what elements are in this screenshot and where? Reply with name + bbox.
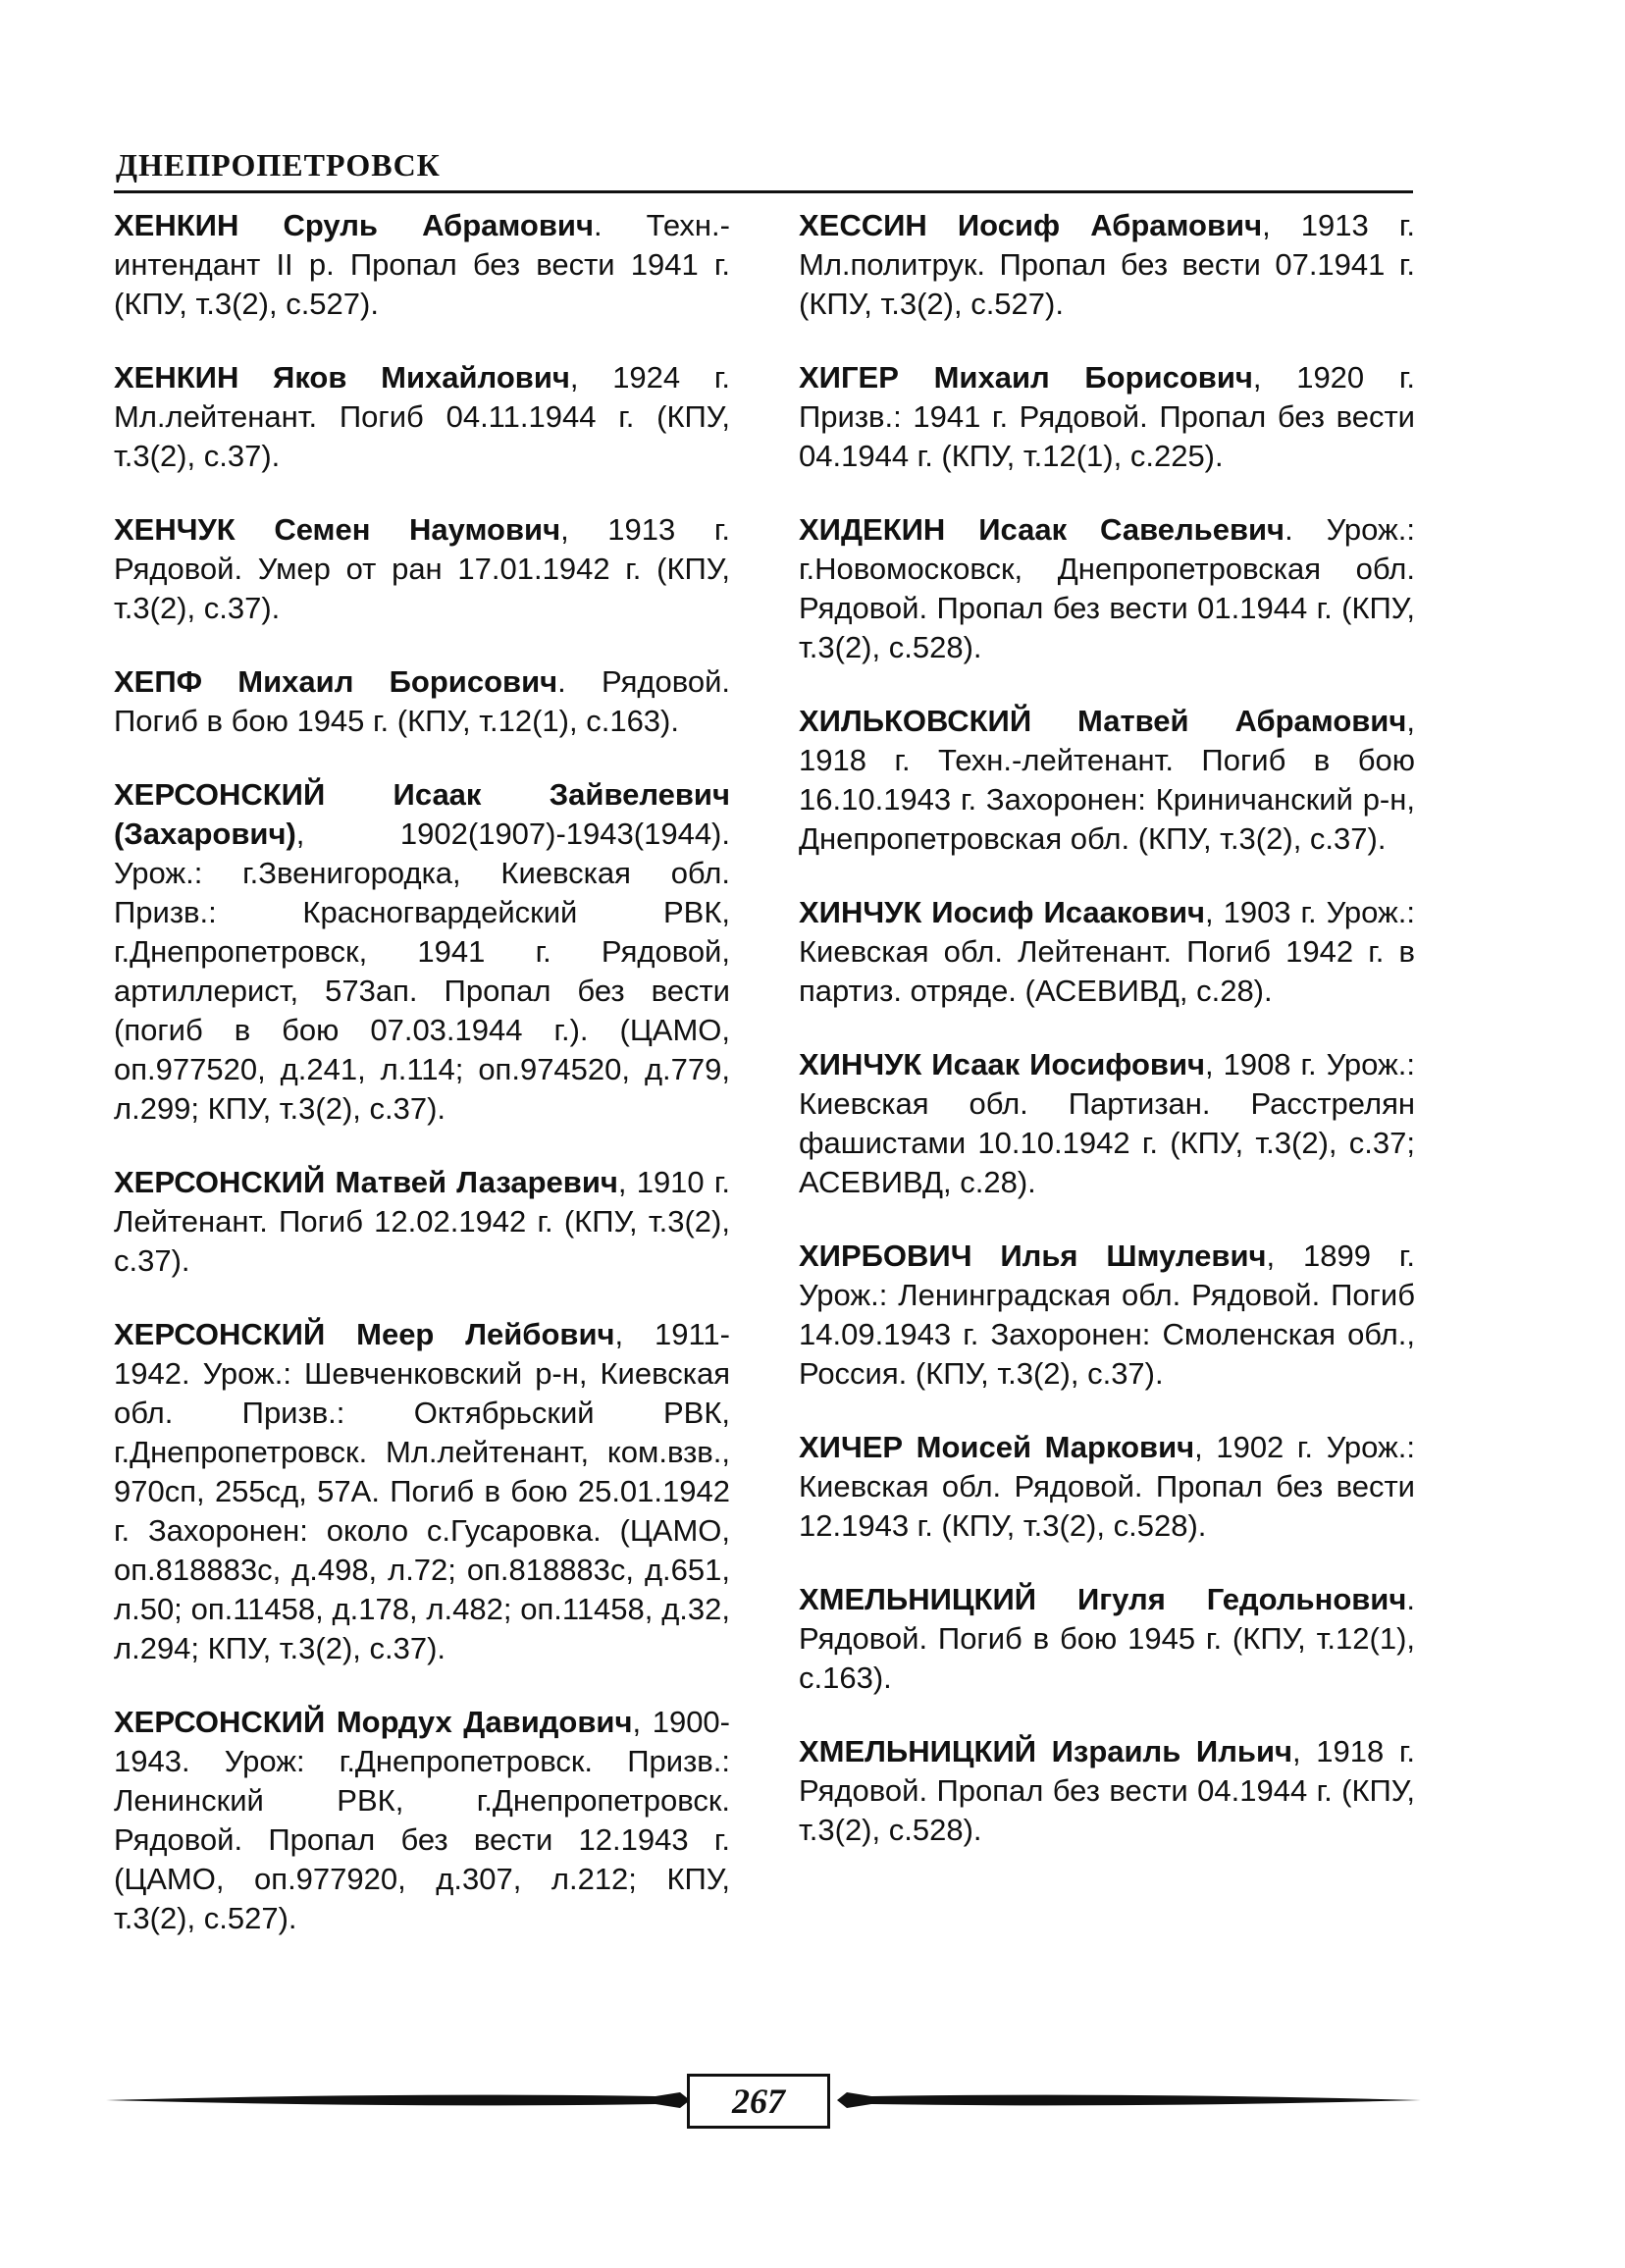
left-column	[114, 206, 730, 1973]
entry-text: , 1918 г. Техн.-лейтенант. Погиб в бою 16.10.1943 г. Захоронен: Криничанский р-н, Днепропетровская обл. (КПУ, т.3(2), с.37).	[799, 704, 1415, 856]
entry-name: ХЕНКИН Яков Михайлович	[114, 360, 570, 395]
entry-name: ХЕРСОНСКИЙ Матвей Лазаревич	[114, 1165, 618, 1199]
entry-text: , 1900-1943. Урож: г.Днепропетровск. Призв.: Ленинский РВК, г.Днепропетровск. Рядовой. Пропал без вести 12.1943 г. (ЦАМО, оп.977920, д.307, л.212; КПУ, т.3(2), с.527).	[114, 1705, 730, 1935]
entry-name: ХИДЕКИН Исаак Савельевич	[799, 512, 1285, 547]
entry-name: ХИРБОВИЧ Илья Шмулевич	[799, 1239, 1267, 1273]
entry-text: , 1924 г. Мл.лейтенант. Погиб 04.11.1944 г. (КПУ, т.3(2), с.37).	[114, 360, 730, 473]
entry-name: ХИГЕР Михаил Борисович	[799, 360, 1253, 395]
entry-text: , 1910 г. Лейтенант. Погиб 12.02.1942 г. (КПУ, т.3(2), с.37).	[114, 1165, 730, 1278]
entry-name: ХМЕЛЬНИЦКИЙ Израиль Ильич	[799, 1734, 1293, 1768]
entry	[114, 1315, 730, 1668]
entry-text: , 1908 г. Урож.: Киевская обл. Партизан. Расстрелян фашистами 10.10.1942 г. (КПУ, т.3(2), с.37; АСЕВИВД, с.28).	[799, 1047, 1415, 1199]
entry	[799, 206, 1415, 324]
entry-name: ХЕРСОНСКИЙ Исаак Зайвелевич (Захарович)	[114, 777, 730, 851]
entry	[114, 510, 730, 628]
entry	[114, 206, 730, 324]
entry-name: ХЕССИН Иосиф Абрамович	[799, 208, 1263, 242]
entry	[799, 510, 1415, 667]
entry-text: , 1918 г. Рядовой. Пропал без вести 04.1944 г. (КПУ, т.3(2), с.528).	[799, 1734, 1415, 1847]
entry	[799, 893, 1415, 1011]
entry	[799, 1428, 1415, 1546]
entry	[799, 1045, 1415, 1202]
entry-text: , 1903 г. Урож.: Киевская обл. Лейтенант. Погиб 1942 г. в партиз. отряде. (АСЕВИВД, с.28).	[799, 895, 1415, 1008]
entry	[114, 1703, 730, 1938]
entry-name: ХИЧЕР Моисей Маркович	[799, 1430, 1195, 1464]
entry-text: , 1902 г. Урож.: Киевская обл. Рядовой. Пропал без вести 12.1943 г. (КПУ, т.3(2), с.528).	[799, 1430, 1415, 1543]
right-column	[799, 206, 1415, 1884]
entry	[114, 775, 730, 1129]
entry	[114, 662, 730, 741]
header-rule	[114, 190, 1413, 193]
entry-name: ХЕНЧУК Семен Наумович	[114, 512, 561, 547]
entry-text: , 1913 г. Мл.политрук. Пропал без вести 07.1941 г. (КПУ, т.3(2), с.527).	[799, 208, 1415, 321]
entry-text: , 1920 г. Призв.: 1941 г. Рядовой. Пропал без вести 04.1944 г. (КПУ, т.12(1), с.225).	[799, 360, 1415, 473]
entry	[799, 702, 1415, 859]
entry-text: , 1913 г. Рядовой. Умер от ран 17.01.1942 г. (КПУ, т.3(2), с.37).	[114, 512, 730, 625]
entry	[799, 358, 1415, 476]
entry-text: . Рядовой. Погиб в бою 1945 г. (КПУ, т.12(1), с.163).	[799, 1582, 1415, 1695]
entry	[799, 1580, 1415, 1698]
entry-text: . Урож.: г.Новомосковск, Днепропетровская обл. Рядовой. Пропал без вести 01.1944 г. (КПУ, т.3(2), с.528).	[799, 512, 1415, 664]
entry	[799, 1732, 1415, 1850]
entry	[799, 1237, 1415, 1394]
entry	[114, 1163, 730, 1281]
entry-name: ХЕРСОНСКИЙ Мордух Давидович	[114, 1705, 633, 1739]
entry-name: ХЕПФ Михаил Борисович	[114, 664, 558, 699]
page-number: 267	[687, 2074, 830, 2129]
entry-name: ХЕРСОНСКИЙ Меер Лейбович	[114, 1317, 615, 1351]
entry-name: ХИНЧУК Исаак Иосифович	[799, 1047, 1206, 1081]
entry-text: , 1911-1942. Урож.: Шевченковский р-н, Киевская обл. Призв.: Октябрьский РВК, г.Днепропетровск. Мл.лейтенант, ком.взв., 970сп, 255сд, 57А. Погиб в бою 25.01.1942 г. Захоронен: около с.Гусаровка. (ЦАМО, оп.818883с, д.498, л.72; оп.818883с, д.651, л.50; оп.11458, д.178, л.482; оп.11458, д.32, л.294; КПУ, т.3(2), с.37).	[114, 1317, 730, 1665]
entry-name: ХИНЧУК Иосиф Исаакович	[799, 895, 1206, 929]
entry-text: . Рядовой. Погиб в бою 1945 г. (КПУ, т.12(1), с.163).	[114, 664, 730, 738]
entry-name: ХЕНКИН Сруль Абрамович	[114, 208, 594, 242]
entry-name: ХИЛЬКОВСКИЙ Матвей Абрамович	[799, 704, 1407, 738]
entry-name: ХМЕЛЬНИЦКИЙ Игуля Гедольнович	[799, 1582, 1407, 1616]
page-header-title: ДНЕПРОПЕТРОВСК	[116, 147, 441, 183]
entry-text: . Техн.-интендант II р. Пропал без вести 1941 г. (КПУ, т.3(2), с.527).	[114, 208, 730, 321]
entry	[114, 358, 730, 476]
entry-text: , 1899 г. Урож.: Ленинградская обл. Рядовой. Погиб 14.09.1943 г. Захоронен: Смоленская обл., Россия. (КПУ, т.3(2), с.37).	[799, 1239, 1415, 1391]
entry-text: , 1902(1907)-1943(1944). Урож.: г.Звенигородка, Киевская обл. Призв.: Красногвардейский РВК, г.Днепропетровск, 1941 г. Рядовой, артиллерист, 573ап. Пропал без вести (погиб в бою 07.03.1944 г.). (ЦАМО, оп.977520, д.241, л.114; оп.974520, д.779, л.299; КПУ, т.3(2), с.37).	[114, 817, 730, 1126]
